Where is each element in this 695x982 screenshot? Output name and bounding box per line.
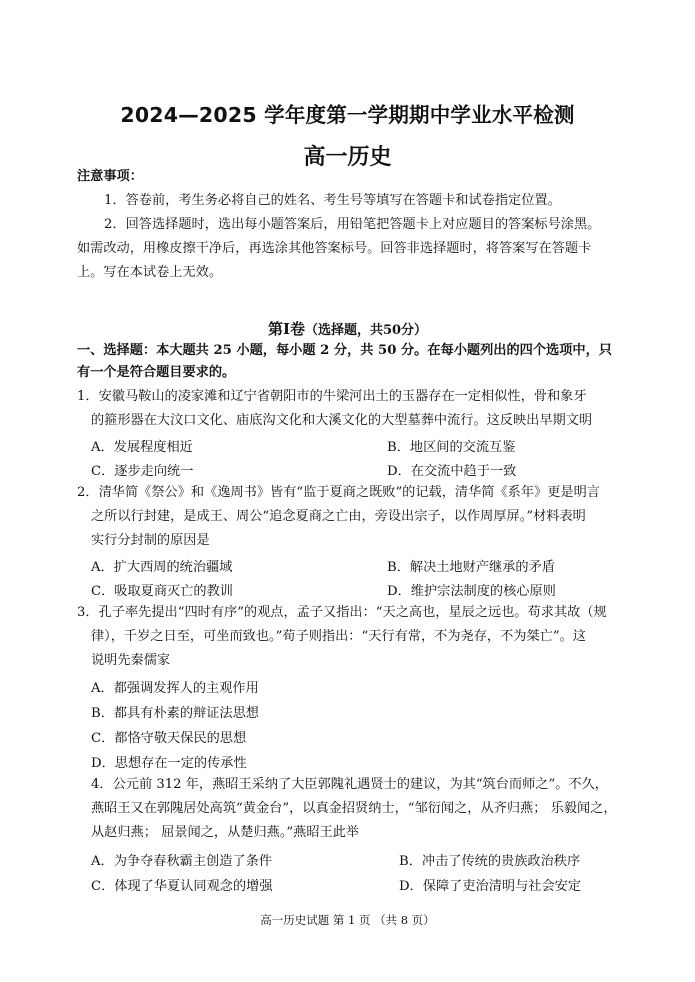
question-3-stem-line-1: 3．孔子率先提出“四时有序”的观点，孟子又指出：“天之高也，星辰之远也。苟求其故（规	[77, 605, 607, 620]
question-3-option-c[interactable]: C．都恪守敬天保民的思想	[91, 731, 247, 746]
question-4-stem-line-2: 燕昭王又在郭隗居处高筑“黄金台”，以真金招贤纳士，“邹衍闻之，从齐归燕； 乐毅闻之，	[91, 801, 617, 816]
question-2-option-b[interactable]: B．解决土地财产继承的矛盾	[387, 560, 555, 575]
page-footer: 高一历史试题 第 1 页 （共 8 页）	[260, 913, 435, 927]
question-3-option-a[interactable]: A．都强调发挥人的主观作用	[91, 681, 259, 696]
question-4-option-c[interactable]: C．体现了华夏认同观念的增强	[91, 879, 273, 894]
section-instructions-line-2: 有一个是符合题目要求的。	[77, 365, 236, 380]
question-3-option-b[interactable]: B．都具有朴素的辩证法思想	[91, 706, 259, 721]
notice-item-2-line-3: 上。写在本试卷上无效。	[77, 265, 223, 280]
question-4-option-d[interactable]: D．保障了吏治清明与社会安定	[399, 879, 582, 894]
section-instructions-line-1: 一、选择题：本大题共 25 小题，每小题 2 分，共 50 分。在每小题列出的四个选项中，只	[77, 343, 612, 358]
question-1-stem-line-2: 的箍形器在大汶口文化、庙底沟文化和大溪文化的大型墓葬中流行。这反映出早期文明	[91, 413, 593, 428]
section-title-main: 第Ⅰ卷	[267, 320, 305, 338]
question-1-stem-line-1: 1．安徽马鞍山的凌家滩和辽宁省朝阳市的牛梁河出土的玉器存在一定相似性，骨和象牙	[77, 389, 587, 404]
question-3-option-d[interactable]: D．思想存在一定的传承性	[91, 756, 247, 771]
notice-heading: 注意事项：	[77, 169, 143, 184]
notice-item-2-line-2: 如需改动，用橡皮擦干净后，再选涂其他答案标号。回答非选择题时，将答案写在答题卡	[77, 241, 592, 256]
question-2-stem-line-1: 2．清华简《祭公》和《逸周书》皆有“监于夏商之既败”的记载，清华简《系年》更是明言	[77, 485, 600, 500]
exam-subject: 高一历史	[303, 145, 392, 170]
question-4-option-b[interactable]: B．冲击了传统的贵族政治秩序	[399, 854, 581, 869]
question-1-option-a[interactable]: A．发展程度相近	[91, 440, 193, 455]
question-2-stem-line-3: 实行分封制的原因是	[91, 533, 210, 548]
question-4-option-a[interactable]: A．为争夺春秋霸主创造了条件	[91, 854, 272, 869]
notice-item-1: 1．答卷前，考生务必将自己的姓名、考生号等填写在答题卡和试卷指定位置。	[104, 193, 561, 208]
notice-item-2-line-1: 2．回答选择题时，选出每小题答案后，用铅笔把答题卡上对应题目的答案标号涂黑。	[104, 217, 601, 232]
question-4-stem-line-1: 4．公元前 312 年，燕昭王采纳了大臣郭隗礼遇贤士的建议，为其“筑台而师之”。不久，	[91, 777, 608, 792]
question-3-stem-line-2: 律），千岁之日至，可坐而致也。”荀子则指出：“天行有常，不为尧存，不为桀亡”。这	[91, 629, 586, 644]
question-1-option-d[interactable]: D．在交流中趋于一致	[387, 464, 517, 479]
question-2-option-a[interactable]: A．扩大西周的统治疆域	[91, 560, 233, 575]
question-4-stem-line-3: 从赵归燕； 屈景闻之，从楚归燕。”燕昭王此举	[91, 825, 360, 840]
question-2-stem-line-2: 之所以行封建，是成王、周公“追念夏商之亡由，旁设出宗子，以作周厚屏。”材料表明	[91, 509, 586, 524]
question-2-option-c[interactable]: C．吸取夏商灭亡的教训	[91, 584, 233, 599]
exam-title: 2024—2025 学年度第一学期期中学业水平检测	[120, 103, 575, 127]
question-3-stem-line-3: 说明先秦儒家	[91, 653, 171, 668]
question-2-option-d[interactable]: D．维护宗法制度的核心原则	[387, 584, 556, 599]
section-title-note: （选择题，共50分）	[304, 323, 428, 338]
question-1-option-b[interactable]: B．地区间的交流互鉴	[387, 440, 516, 455]
question-1-option-c[interactable]: C．逐步走向统一	[91, 464, 194, 479]
section-title	[0, 318, 695, 339]
